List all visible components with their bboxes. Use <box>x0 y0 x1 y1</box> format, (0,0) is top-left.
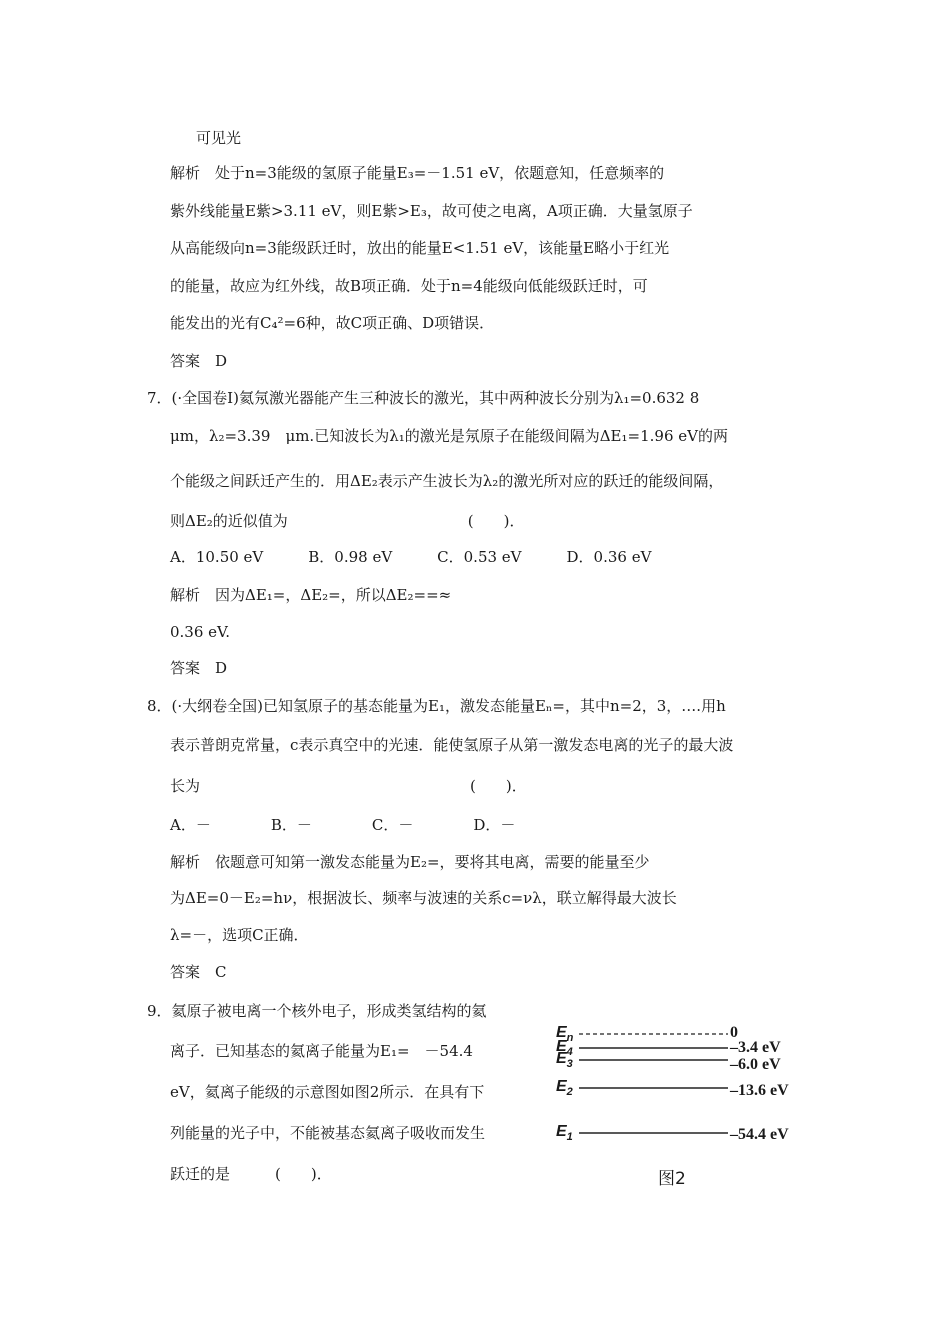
text-line: 可见光 <box>196 129 242 147</box>
level-value-e4: –3.4 eV <box>730 1039 781 1056</box>
text-line: 解析 因为ΔE₁=，ΔE₂=，所以ΔE₂==≈ <box>170 586 452 604</box>
question-8: 8．(·大纲卷全国)已知氢原子的基态能量为E₁，激发态能量Eₙ=，其中n=2，3，….用h <box>147 697 726 715</box>
question-7: 7．(·全国卷Ⅰ)氦氖激光器能产生三种波长的激光，其中两种波长分别为λ₁=0.632 8 <box>147 389 700 407</box>
text-line: 0.36 eV. <box>170 623 231 641</box>
level-value-en: 0 <box>730 1024 738 1041</box>
energy-level-diagram <box>552 1026 812 1196</box>
options-line: A．10.50 eV B．0.98 eV C．0.53 eV D．0.36 eV <box>170 548 652 566</box>
level-value-e3: –6.0 eV <box>730 1056 781 1073</box>
text-line: 表示普朗克常量，c表示真空中的光速．能使氢原子从第一激发态电离的光子的最大波 <box>170 736 734 754</box>
text-line: 从高能级向n=3能级跃迁时，放出的能量E<1.51 eV，该能量E略小于红光 <box>170 239 670 257</box>
text-line: eV，氦离子能级的示意图如图2所示．在具有下 <box>170 1083 485 1101</box>
level-value-e1: –54.4 eV <box>730 1126 789 1143</box>
answer-line: 答案 D <box>170 352 228 370</box>
level-label-e2: $E_2$ <box>556 1078 573 1099</box>
text-line: 个能级之间跃迁产生的．用ΔE₂表示产生波长为λ₂的激光所对应的跃迁的能级间隔， <box>170 472 724 490</box>
figure-caption: 图2 <box>658 1169 686 1189</box>
text-line: 则ΔE₂的近似值为 ( )． <box>170 512 525 530</box>
text-line: 列能量的光子中，不能被基态氦离子吸收而发生 <box>170 1124 486 1142</box>
text-line: 离子．已知基态的氦离子能量为E₁= －54.4 <box>170 1042 473 1060</box>
level-label-e1: $E_1$ <box>556 1123 573 1144</box>
text-line: 长为 ( )． <box>170 777 527 795</box>
text-line: μm，λ₂=3.39 μm.已知波长为λ₁的激光是氖原子在能级间隔为ΔE₁=1.96 eV的两 <box>170 427 728 445</box>
text-line: 紫外线能量E紫>3.11 eV，则E紫>E₃，故可使之电离，A项正确．大量氢原子 <box>170 202 693 220</box>
text-line: λ=－，选项C正确． <box>170 926 309 944</box>
text-line: 的能量，故应为红外线，故B项正确．处于n=4能级向低能级跃迁时，可 <box>170 277 648 295</box>
level-label-e3: $E_3$ <box>556 1050 573 1071</box>
level-label-en: $E_n$ <box>556 1024 574 1045</box>
answer-line: 答案 C <box>170 963 227 981</box>
text-line: 为ΔE=0－E₂=hν，根据波长、频率与波速的关系c=νλ，联立解得最大波长 <box>170 889 677 907</box>
level-label-e4: $E_4$ <box>556 1038 573 1059</box>
question-9: 9．氦原子被电离一个核外电子，形成类氢结构的氦 <box>147 1002 487 1020</box>
options-line: A．－ B．－ C．－ D．－ <box>170 816 516 834</box>
text-line: 解析 处于n=3能级的氢原子能量E₃=－1.51 eV，依题意知，任意频率的 <box>170 164 665 182</box>
text-line: 能发出的光有C₄²=6种，故C项正确、D项错误． <box>170 314 495 332</box>
level-value-e2: –13.6 eV <box>730 1082 789 1099</box>
answer-line: 答案 D <box>170 659 228 677</box>
text-line: 解析 依题意可知第一激发态能量为E₂=，要将其电离，需要的能量至少 <box>170 853 650 871</box>
text-line: 跃迁的是 ( )． <box>170 1165 332 1183</box>
